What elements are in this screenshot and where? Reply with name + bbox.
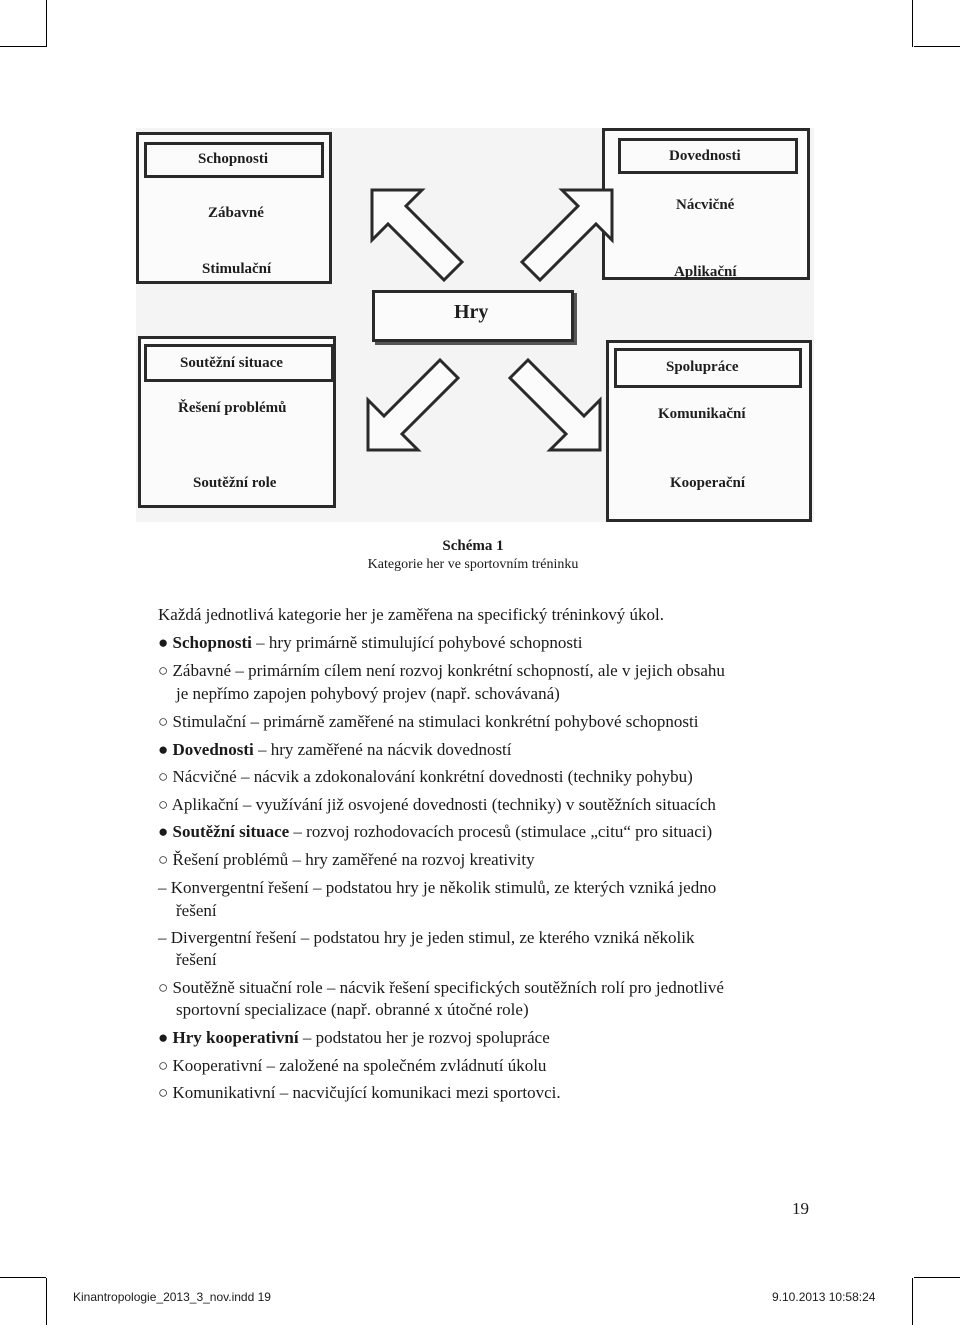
dovednosti-title: Dovednosti [669, 148, 741, 164]
schopnosti-item: Stimulační [202, 261, 272, 277]
figure-caption-title: Schéma 1 [442, 538, 504, 554]
crop-mark [46, 0, 47, 47]
list-item: ○ Soutěžně situační role – nácvik řešení specifických soutěžních rolí pro jednotlivé [158, 978, 724, 997]
dovednosti-item: Aplikační [674, 264, 737, 280]
crop-mark [914, 1277, 960, 1278]
crop-mark [46, 1278, 47, 1325]
list-item-continuation: sportovní specializace (např. obranné x útočné role) [176, 1000, 529, 1019]
list-item: ● Soutěžní situace – rozvoj rozhodovacích procesů (stimulace „citu“ pro situaci) [158, 822, 713, 841]
list-item-continuation: je nepřímo zapojen pohybový projev (např. schovávaná) [176, 684, 560, 703]
list-item: ○ Řešení problémů – hry zaměřené na rozvoj kreativity [158, 850, 535, 869]
crop-mark [0, 1277, 46, 1278]
crop-mark [0, 46, 46, 47]
list-item: – Konvergentní řešení – podstatou hry je několik stimulů, ze kterých vzniká jedno [158, 878, 717, 897]
list-item: ○ Nácvičné – nácvik a zdokonalování konkrétní dovednosti (techniky pohybu) [158, 767, 693, 786]
games-diagram [136, 128, 814, 522]
list-item: ● Hry kooperativní – podstatou her je rozvoj spolupráce [158, 1028, 550, 1047]
footer-file: Kinantropologie_2013_3_nov.indd 19 [73, 1290, 271, 1304]
schopnosti-title: Schopnosti [198, 151, 269, 167]
list-item: ○ Aplikační – využívání již osvojené dovednosti (techniky) v soutěžních situacích [158, 795, 716, 814]
crop-mark [914, 46, 960, 47]
hry-label: Hry [454, 301, 489, 323]
intro-paragraph: Každá jednotlivá kategorie her je zaměřena na specifický tréninkový úkol. [158, 605, 665, 624]
spoluprace-item: Komunikační [658, 406, 746, 422]
arrow-down-left-icon [362, 346, 472, 456]
list-item: ○ Stimulační – primárně zaměřené na stimulaci konkrétní pohybové schopnosti [158, 712, 699, 731]
crop-mark [912, 0, 913, 47]
page-number: 19 [792, 1199, 809, 1218]
schopnosti-item: Zábavné [208, 205, 264, 221]
soutezni-title: Soutěžní situace [180, 355, 283, 371]
list-item: – Divergentní řešení – podstatou hry je jeden stimul, ze kterého vzniká několik [158, 928, 695, 947]
list-item: ○ Komunikativní – nacvičující komunikaci mezi sportovci. [158, 1083, 561, 1102]
soutezni-item: Soutěžní role [193, 475, 277, 491]
list-item: ○ Zábavné – primárním cílem není rozvoj konkrétní schopností, ale v jejich obsahu [158, 661, 725, 680]
dovednosti-item: Nácvičné [676, 197, 735, 213]
arrow-up-left-icon [366, 184, 476, 294]
arrow-up-right-icon [508, 184, 618, 294]
footer-timestamp: 9.10.2013 10:58:24 [772, 1290, 876, 1304]
soutezni-item: Řešení problémů [178, 400, 287, 416]
list-item: ● Dovednosti – hry zaměřené na nácvik dovedností [158, 740, 512, 759]
crop-mark [912, 1278, 913, 1325]
arrow-down-right-icon [496, 346, 606, 456]
spoluprace-title: Spolupráce [666, 359, 739, 375]
spoluprace-item: Kooperační [670, 475, 745, 491]
list-item-continuation: řešení [176, 901, 217, 920]
figure-caption-subtitle: Kategorie her ve sportovním tréninku [367, 557, 579, 572]
list-item: ● Schopnosti – hry primárně stimulující pohybové schopnosti [158, 633, 583, 652]
list-item-continuation: řešení [176, 950, 217, 969]
list-item: ○ Kooperativní – založené na společném zvládnutí úkolu [158, 1056, 547, 1075]
